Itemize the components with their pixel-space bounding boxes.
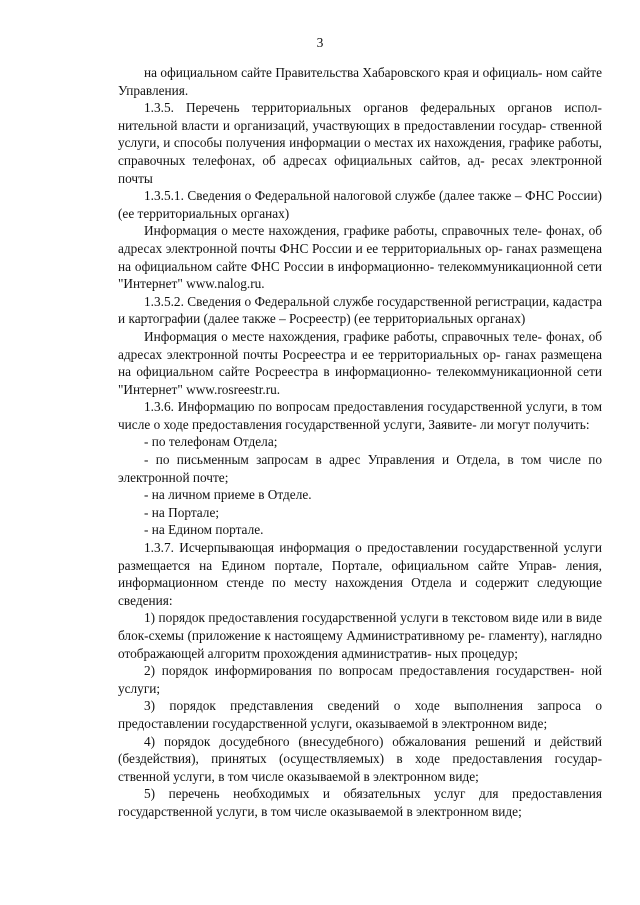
list-item: 1) порядок предоставления государственной услуги в текстовом виде или в виде блок-схемы (приложение к настоящему Административному ре- гламенту), наглядно отображающей алгоритм прохождения административ- ных процедур;	[118, 610, 602, 661]
paragraph: 1.3.7. Исчерпывающая информация о предоставлении государственной услуги размещается на Едином портале, Портале, официальном сайте Управ- ления, информационном стенде по месту нахождения Отдела и содержит следующие сведения:	[118, 540, 602, 608]
paragraph: Информация о месте нахождения, графике работы, справочных теле- фонах, об адресах электронной почты ФНС России и ее территориальных ор- ганах размещена на официальном сайте ФНС России в информационно- телекоммуникационной сети "Интернет" www.nalog.ru.	[118, 223, 602, 292]
paragraph: 1.3.6. Информацию по вопросам предоставления государственной услуги, в том числе о ходе предоставления государственной услуги, Заявите- ли могут получить:	[118, 399, 602, 432]
list-item: - на Едином портале.	[144, 522, 264, 538]
list-item: 2) порядок информирования по вопросам предоставления государствен- ной услуги;	[118, 663, 602, 696]
list-item: - на личном приеме в Отделе.	[144, 487, 312, 503]
paragraph: 1.3.5.1. Сведения о Федеральной налоговой службе (далее также – ФНС России) (ее территориальных органах)	[118, 188, 602, 221]
paragraph: 1.3.5.2. Сведения о Федеральной службе государственной регистрации, кадастра и картографии (далее также – Росреестр) (ее территориальных органах)	[118, 293, 602, 327]
paragraph: 1.3.5. Перечень территориальных органов федеральных органов испол- нительной власти и организаций, участвующих в предоставлении государ- ственной услуги, и способы получения информации о местах их нахождения, графике работы, справочных телефонах, об адресах официальных сайтов, ад- ресах электронной почты	[118, 100, 602, 186]
list-item: - по письменным запросам в адрес Управления и Отдела, в том числе по электронной почте;	[118, 452, 602, 485]
page-number: 3	[316, 35, 324, 50]
list-item: 5) перечень необходимых и обязательных услуг для предоставления государственной услуги, в том числе оказываемой в электронном виде;	[118, 786, 602, 819]
list-item: - по телефонам Отдела;	[144, 434, 278, 450]
paragraph: Информация о месте нахождения, графике работы, справочных теле- фонах, об адресах электронной почты Росреестра и ее территориальных ор- ганах размещена на официальном сайте Росреестра в информационно- телекоммуникационной сети "Интернет" www.rosreestr.ru.	[118, 328, 602, 397]
list-item: 3) порядок представления сведений о ходе выполнения запроса о предоставлении государственной услуги, оказываемой в электронном виде;	[118, 698, 602, 731]
paragraph: на официальном сайте Правительства Хабаровского края и официаль- ном сайте Управления.	[118, 65, 602, 98]
document-body	[118, 64, 602, 821]
list-item: 4) порядок досудебного (внесудебного) обжалования решений и действий (бездействия), принятых (осуществляемых) в ходе предоставления государ- ственной услуги, в том числе оказываемой в электронном виде;	[118, 733, 602, 784]
list-item: - на Портале;	[144, 504, 220, 520]
